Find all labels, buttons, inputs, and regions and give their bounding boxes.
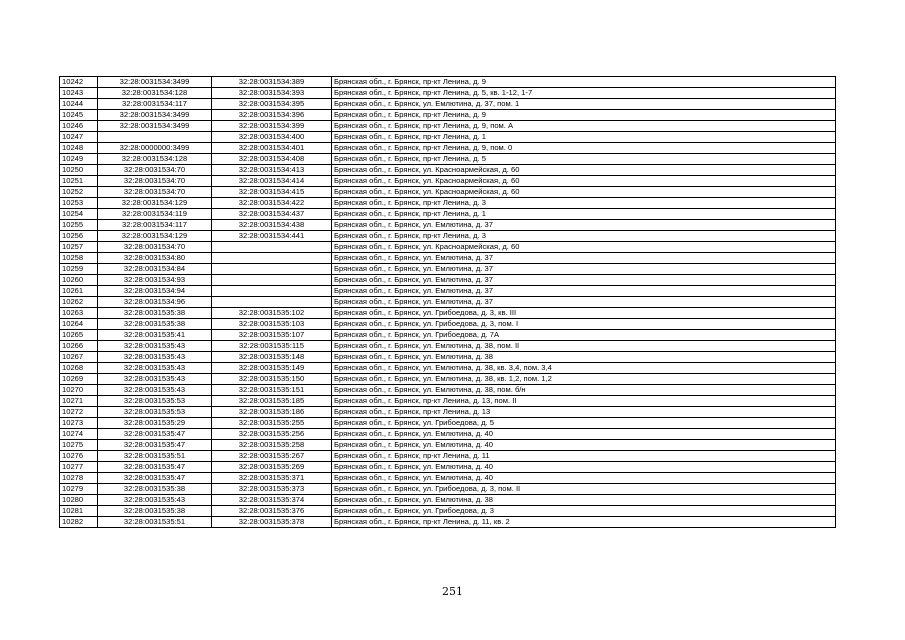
parcel-number-cell: 32:28:0031535:29 (98, 418, 212, 429)
address-cell: Брянская обл., г. Брянск, ул. Грибоедова, д. 3 (332, 506, 836, 517)
row-number-cell: 10273 (60, 418, 98, 429)
object-number-cell: 32:28:0031534:393 (212, 88, 332, 99)
parcel-number-cell: 32:28:0031535:43 (98, 352, 212, 363)
object-number-cell: 32:28:0031534:389 (212, 77, 332, 88)
object-number-cell: 32:28:0031535:186 (212, 407, 332, 418)
row-number-cell: 10276 (60, 451, 98, 462)
row-number-cell: 10264 (60, 319, 98, 330)
object-number-cell: 32:28:0031534:395 (212, 99, 332, 110)
parcel-number-cell: 32:28:0031535:41 (98, 330, 212, 341)
object-number-cell: 32:28:0031535:115 (212, 341, 332, 352)
row-number-cell: 10266 (60, 341, 98, 352)
parcel-number-cell: 32:28:0031534:70 (98, 176, 212, 187)
address-cell: Брянская обл., г. Брянск, пр-кт Ленина, д. 9, пом. 0 (332, 143, 836, 154)
address-cell: Брянская обл., г. Брянск, ул. Грибоедова, д. 5 (332, 418, 836, 429)
address-cell: Брянская обл., г. Брянск, пр-кт Ленина, д. 5, кв. 1-12, 1-7 (332, 88, 836, 99)
parcel-number-cell: 32:28:0031535:47 (98, 473, 212, 484)
row-number-cell: 10270 (60, 385, 98, 396)
parcel-number-cell: 32:28:0031535:38 (98, 308, 212, 319)
parcel-number-cell: 32:28:0031534:70 (98, 187, 212, 198)
row-number-cell: 10275 (60, 440, 98, 451)
parcel-number-cell: 32:28:0031535:43 (98, 374, 212, 385)
parcel-number-cell: 32:28:0031535:43 (98, 363, 212, 374)
address-cell: Брянская обл., г. Брянск, ул. Красноармейская, д. 60 (332, 187, 836, 198)
parcel-number-cell: 32:28:0031534:3499 (98, 110, 212, 121)
row-number-cell: 10279 (60, 484, 98, 495)
row-number-cell: 10282 (60, 517, 98, 528)
table-row (60, 396, 836, 407)
object-number-cell: 32:28:0031534:438 (212, 220, 332, 231)
row-number-cell: 10247 (60, 132, 98, 143)
object-number-cell (212, 297, 332, 308)
address-cell: Брянская обл., г. Брянск, пр-кт Ленина, д. 13 (332, 407, 836, 418)
address-cell: Брянская обл., г. Брянск, ул. Емлютина, д. 37, пом. 1 (332, 99, 836, 110)
parcel-number-cell: 32:28:0031535:38 (98, 506, 212, 517)
object-number-cell: 32:28:0031534:400 (212, 132, 332, 143)
row-number-cell: 10256 (60, 231, 98, 242)
parcel-number-cell: 32:28:0031534:70 (98, 242, 212, 253)
object-number-cell: 32:28:0031535:103 (212, 319, 332, 330)
object-number-cell: 32:28:0031535:258 (212, 440, 332, 451)
row-number-cell: 10263 (60, 308, 98, 319)
address-cell: Брянская обл., г. Брянск, ул. Емлютина, д. 38, кв. 1,2, пом. 1,2 (332, 374, 836, 385)
parcel-number-cell: 32:28:0031535:53 (98, 407, 212, 418)
table-row (60, 429, 836, 440)
address-cell: Брянская обл., г. Брянск, ул. Емлютина, д. 38 (332, 352, 836, 363)
object-number-cell: 32:28:0031534:441 (212, 231, 332, 242)
row-number-cell: 10248 (60, 143, 98, 154)
table-row (60, 385, 836, 396)
parcel-number-cell: 32:28:0031535:43 (98, 341, 212, 352)
row-number-cell: 10272 (60, 407, 98, 418)
table-row (60, 275, 836, 286)
table-row (60, 176, 836, 187)
object-number-cell: 32:28:0031535:378 (212, 517, 332, 528)
parcel-number-cell (98, 132, 212, 143)
table-row (60, 88, 836, 99)
parcel-number-cell: 32:28:0031535:47 (98, 440, 212, 451)
address-cell: Брянская обл., г. Брянск, пр-кт Ленина, д. 1 (332, 132, 836, 143)
row-number-cell: 10255 (60, 220, 98, 231)
object-number-cell: 32:28:0031535:269 (212, 462, 332, 473)
parcel-number-cell: 32:28:0000000:3499 (98, 143, 212, 154)
object-number-cell: 32:28:0031535:255 (212, 418, 332, 429)
table-row (60, 253, 836, 264)
table-row (60, 495, 836, 506)
object-number-cell (212, 264, 332, 275)
row-number-cell: 10244 (60, 99, 98, 110)
table-row (60, 286, 836, 297)
address-cell: Брянская обл., г. Брянск, ул. Емлютина, д. 37 (332, 264, 836, 275)
object-number-cell: 32:28:0031535:150 (212, 374, 332, 385)
address-cell: Брянская обл., г. Брянск, пр-кт Ленина, д. 11 (332, 451, 836, 462)
table-row (60, 517, 836, 528)
table-row (60, 407, 836, 418)
address-cell: Брянская обл., г. Брянск, ул. Емлютина, д. 40 (332, 462, 836, 473)
table-row (60, 154, 836, 165)
address-cell: Брянская обл., г. Брянск, ул. Емлютина, д. 38, пом. б/н (332, 385, 836, 396)
row-number-cell: 10261 (60, 286, 98, 297)
row-number-cell: 10259 (60, 264, 98, 275)
object-number-cell: 32:28:0031534:415 (212, 187, 332, 198)
row-number-cell: 10252 (60, 187, 98, 198)
address-cell: Брянская обл., г. Брянск, ул. Грибоедова, д. 3, кв. III (332, 308, 836, 319)
row-number-cell: 10243 (60, 88, 98, 99)
table-row (60, 264, 836, 275)
table-row (60, 341, 836, 352)
table-row (60, 198, 836, 209)
table-row (60, 231, 836, 242)
address-cell: Брянская обл., г. Брянск, ул. Емлютина, д. 40 (332, 440, 836, 451)
parcel-number-cell: 32:28:0031534:3499 (98, 77, 212, 88)
table-row (60, 132, 836, 143)
table-row (60, 462, 836, 473)
address-cell: Брянская обл., г. Брянск, ул. Емлютина, д. 38, пом. II (332, 341, 836, 352)
parcel-number-cell: 32:28:0031535:43 (98, 495, 212, 506)
parcel-number-cell: 32:28:0031534:96 (98, 297, 212, 308)
table-row (60, 440, 836, 451)
object-number-cell: 32:28:0031534:396 (212, 110, 332, 121)
parcel-number-cell: 32:28:0031535:38 (98, 319, 212, 330)
table-body (60, 77, 836, 528)
address-cell: Брянская обл., г. Брянск, пр-кт Ленина, д. 5 (332, 154, 836, 165)
address-cell: Брянская обл., г. Брянск, пр-кт Ленина, д. 1 (332, 209, 836, 220)
table-row (60, 77, 836, 88)
row-number-cell: 10267 (60, 352, 98, 363)
row-number-cell: 10242 (60, 77, 98, 88)
row-number-cell: 10258 (60, 253, 98, 264)
address-cell: Брянская обл., г. Брянск, ул. Емлютина, д. 37 (332, 286, 836, 297)
object-number-cell (212, 242, 332, 253)
address-cell: Брянская обл., г. Брянск, ул. Грибоедова, д. 7А (332, 330, 836, 341)
address-cell: Брянская обл., г. Брянск, ул. Грибоедова, д. 3, пом. I (332, 319, 836, 330)
table-row (60, 451, 836, 462)
parcel-number-cell: 32:28:0031534:119 (98, 209, 212, 220)
address-cell: Брянская обл., г. Брянск, ул. Емлютина, д. 38, кв. 3,4, пом. 3,4 (332, 363, 836, 374)
object-number-cell: 32:28:0031534:422 (212, 198, 332, 209)
row-number-cell: 10281 (60, 506, 98, 517)
parcel-number-cell: 32:28:0031535:38 (98, 484, 212, 495)
object-number-cell: 32:28:0031535:149 (212, 363, 332, 374)
table-row (60, 143, 836, 154)
parcel-number-cell: 32:28:0031535:43 (98, 385, 212, 396)
parcel-number-cell: 32:28:0031534:80 (98, 253, 212, 264)
object-number-cell: 32:28:0031535:373 (212, 484, 332, 495)
parcel-number-cell: 32:28:0031534:129 (98, 198, 212, 209)
object-number-cell (212, 275, 332, 286)
object-number-cell (212, 253, 332, 264)
address-cell: Брянская обл., г. Брянск, ул. Емлютина, д. 37 (332, 297, 836, 308)
table-row (60, 187, 836, 198)
address-cell: Брянская обл., г. Брянск, пр-кт Ленина, д. 9 (332, 110, 836, 121)
address-cell: Брянская обл., г. Брянск, ул. Емлютина, д. 37 (332, 275, 836, 286)
table-row (60, 330, 836, 341)
parcel-number-cell: 32:28:0031535:53 (98, 396, 212, 407)
table-row (60, 484, 836, 495)
row-number-cell: 10257 (60, 242, 98, 253)
table-row (60, 209, 836, 220)
object-number-cell: 32:28:0031535:107 (212, 330, 332, 341)
object-number-cell: 32:28:0031534:437 (212, 209, 332, 220)
table-row (60, 363, 836, 374)
object-number-cell: 32:28:0031534:408 (212, 154, 332, 165)
object-number-cell: 32:28:0031535:185 (212, 396, 332, 407)
parcel-number-cell: 32:28:0031534:84 (98, 264, 212, 275)
object-number-cell: 32:28:0031535:102 (212, 308, 332, 319)
parcel-number-cell: 32:28:0031534:128 (98, 154, 212, 165)
table-row (60, 165, 836, 176)
object-number-cell: 32:28:0031535:374 (212, 495, 332, 506)
object-number-cell: 32:28:0031534:414 (212, 176, 332, 187)
row-number-cell: 10274 (60, 429, 98, 440)
object-number-cell: 32:28:0031534:413 (212, 165, 332, 176)
row-number-cell: 10250 (60, 165, 98, 176)
row-number-cell: 10280 (60, 495, 98, 506)
table-row (60, 110, 836, 121)
row-number-cell: 10246 (60, 121, 98, 132)
address-cell: Брянская обл., г. Брянск, ул. Красноармейская, д. 60 (332, 242, 836, 253)
parcel-number-cell: 32:28:0031534:117 (98, 220, 212, 231)
table-row (60, 473, 836, 484)
object-number-cell: 32:28:0031535:256 (212, 429, 332, 440)
parcel-number-cell: 32:28:0031534:3499 (98, 121, 212, 132)
table-row (60, 121, 836, 132)
address-cell: Брянская обл., г. Брянск, ул. Емлютина, д. 38 (332, 495, 836, 506)
address-cell: Брянская обл., г. Брянск, ул. Красноармейская, д. 60 (332, 165, 836, 176)
address-cell: Брянская обл., г. Брянск, пр-кт Ленина, д. 11, кв. 2 (332, 517, 836, 528)
row-number-cell: 10253 (60, 198, 98, 209)
object-number-cell: 32:28:0031535:148 (212, 352, 332, 363)
row-number-cell: 10260 (60, 275, 98, 286)
table-row (60, 242, 836, 253)
object-number-cell: 32:28:0031534:401 (212, 143, 332, 154)
address-cell: Брянская обл., г. Брянск, пр-кт Ленина, д. 3 (332, 231, 836, 242)
address-cell: Брянская обл., г. Брянск, пр-кт Ленина, д. 13, пом. II (332, 396, 836, 407)
parcel-number-cell: 32:28:0031534:117 (98, 99, 212, 110)
table-row (60, 297, 836, 308)
table-row (60, 506, 836, 517)
row-number-cell: 10268 (60, 363, 98, 374)
object-number-cell: 32:28:0031534:399 (212, 121, 332, 132)
cadastre-table (59, 76, 836, 528)
row-number-cell: 10278 (60, 473, 98, 484)
parcel-number-cell: 32:28:0031535:51 (98, 517, 212, 528)
table-row (60, 374, 836, 385)
row-number-cell: 10265 (60, 330, 98, 341)
parcel-number-cell: 32:28:0031535:51 (98, 451, 212, 462)
object-number-cell (212, 286, 332, 297)
table-row (60, 308, 836, 319)
row-number-cell: 10249 (60, 154, 98, 165)
page-number: 251 (442, 585, 463, 598)
row-number-cell: 10262 (60, 297, 98, 308)
table-row (60, 418, 836, 429)
address-cell: Брянская обл., г. Брянск, ул. Красноармейская, д. 60 (332, 176, 836, 187)
address-cell: Брянская обл., г. Брянск, пр-кт Ленина, д. 9, пом. А (332, 121, 836, 132)
address-cell: Брянская обл., г. Брянск, ул. Емлютина, д. 37 (332, 220, 836, 231)
parcel-number-cell: 32:28:0031534:93 (98, 275, 212, 286)
parcel-number-cell: 32:28:0031535:47 (98, 429, 212, 440)
address-cell: Брянская обл., г. Брянск, пр-кт Ленина, д. 9 (332, 77, 836, 88)
address-cell: Брянская обл., г. Брянск, ул. Грибоедова, д. 3, пом. II (332, 484, 836, 495)
row-number-cell: 10251 (60, 176, 98, 187)
address-cell: Брянская обл., г. Брянск, ул. Емлютина, д. 40 (332, 473, 836, 484)
row-number-cell: 10254 (60, 209, 98, 220)
parcel-number-cell: 32:28:0031534:70 (98, 165, 212, 176)
table-row (60, 220, 836, 231)
parcel-number-cell: 32:28:0031535:47 (98, 462, 212, 473)
object-number-cell: 32:28:0031535:267 (212, 451, 332, 462)
address-cell: Брянская обл., г. Брянск, ул. Емлютина, д. 40 (332, 429, 836, 440)
object-number-cell: 32:28:0031535:151 (212, 385, 332, 396)
table-row (60, 319, 836, 330)
row-number-cell: 10277 (60, 462, 98, 473)
address-cell: Брянская обл., г. Брянск, пр-кт Ленина, д. 3 (332, 198, 836, 209)
object-number-cell: 32:28:0031535:376 (212, 506, 332, 517)
table-row (60, 99, 836, 110)
row-number-cell: 10245 (60, 110, 98, 121)
row-number-cell: 10271 (60, 396, 98, 407)
object-number-cell: 32:28:0031535:371 (212, 473, 332, 484)
parcel-number-cell: 32:28:0031534:94 (98, 286, 212, 297)
parcel-number-cell: 32:28:0031534:129 (98, 231, 212, 242)
parcel-number-cell: 32:28:0031534:128 (98, 88, 212, 99)
row-number-cell: 10269 (60, 374, 98, 385)
address-cell: Брянская обл., г. Брянск, ул. Емлютина, д. 37 (332, 253, 836, 264)
table-row (60, 352, 836, 363)
